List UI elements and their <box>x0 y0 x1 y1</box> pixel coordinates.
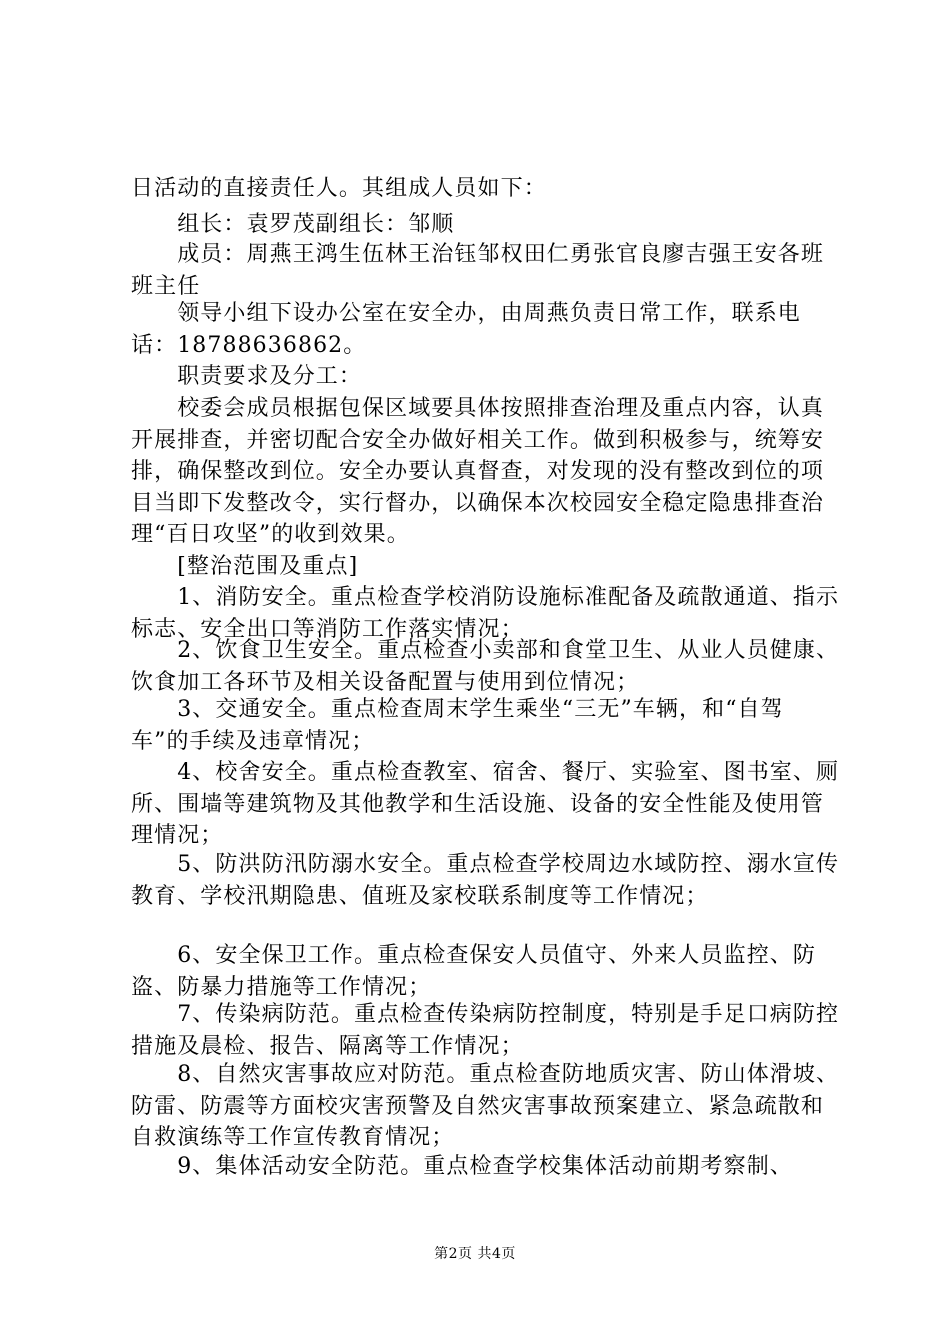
paragraph-members: 成员：周燕王鸿生伍林王治钰邹权田仁勇张官良廖吉强王安各班班主任 <box>131 242 825 299</box>
list-item-natural-disaster: 8、自然灾害事故应对防范。重点检查防地质灾害、防山体滑坡、防雷、防震等方面校灾害预警及自然灾害事故预案建立、紧急疏散和自救演练等工作宣传教育情况； <box>131 1062 840 1150</box>
list-item-group-activity: 9、集体活动安全防范。重点检查学校集体活动前期考察制、 <box>131 1154 793 1179</box>
paragraph-scope-heading: [整治范围及重点] <box>131 554 359 579</box>
paragraph-duties-heading: 职责要求及分工： <box>131 364 363 389</box>
page-number: 第2页 共4页 <box>434 1246 516 1262</box>
list-item-food-safety: 2、饮食卫生安全。重点检查小卖部和食堂卫生、从业人员健康、饮食加工各环节及相关设备配置与使用到位情况； <box>131 638 840 695</box>
paragraph-duties: 校委会成员根据包保区域要具体按照排查治理及重点内容，认真开展排查，并密切配合安全办做好相关工作。做到积极参与，统筹安排，确保整改到位。安全办要认真督查，对发现的没有整改到位的项目当即下发整改令，实行督办，以确保本次校园安全稳定隐患排查治理“百日攻坚”的收到效果。 <box>131 396 825 547</box>
list-item-flood-safety: 5、防洪防汛防溺水安全。重点检查学校周边水域防控、溺水宣传教育、学校汛期隐患、值班及家校联系制度等工作情况； <box>131 852 840 909</box>
list-item-building-safety: 4、校舍安全。重点检查教室、宿舍、餐厅、实验室、图书室、厕所、围墙等建筑物及其他教学和生活设施、设备的安全性能及使用管理情况； <box>131 760 840 848</box>
list-item-fire-safety: 1、消防安全。重点检查学校消防设施标准配备及疏散通道、指示标志、安全出口等消防工作落实情况； <box>131 585 840 642</box>
paragraph-office: 领导小组下设办公室在安全办，由周燕负责日常工作，联系电话：18788636862。 <box>131 301 801 358</box>
list-item-security: 6、安全保卫工作。重点检查保安人员值守、外来人员监控、防盗、防暴力措施等工作情况； <box>131 943 816 1000</box>
paragraph-responsibility-intro: 日活动的直接责任人。其组成人员如下： <box>131 176 547 201</box>
paragraph-group-leaders: 组长：袁罗茂副组长：邹顺 <box>131 212 455 237</box>
list-item-traffic-safety: 3、交通安全。重点检查周末学生乘坐“三无”车辆，和“自驾车”的手续及违章情况； <box>131 697 784 754</box>
list-item-disease-prevention: 7、传染病防范。重点检查传染病防控制度，特别是手足口病防控措施及晨检、报告、隔离等工作情况； <box>131 1002 840 1059</box>
